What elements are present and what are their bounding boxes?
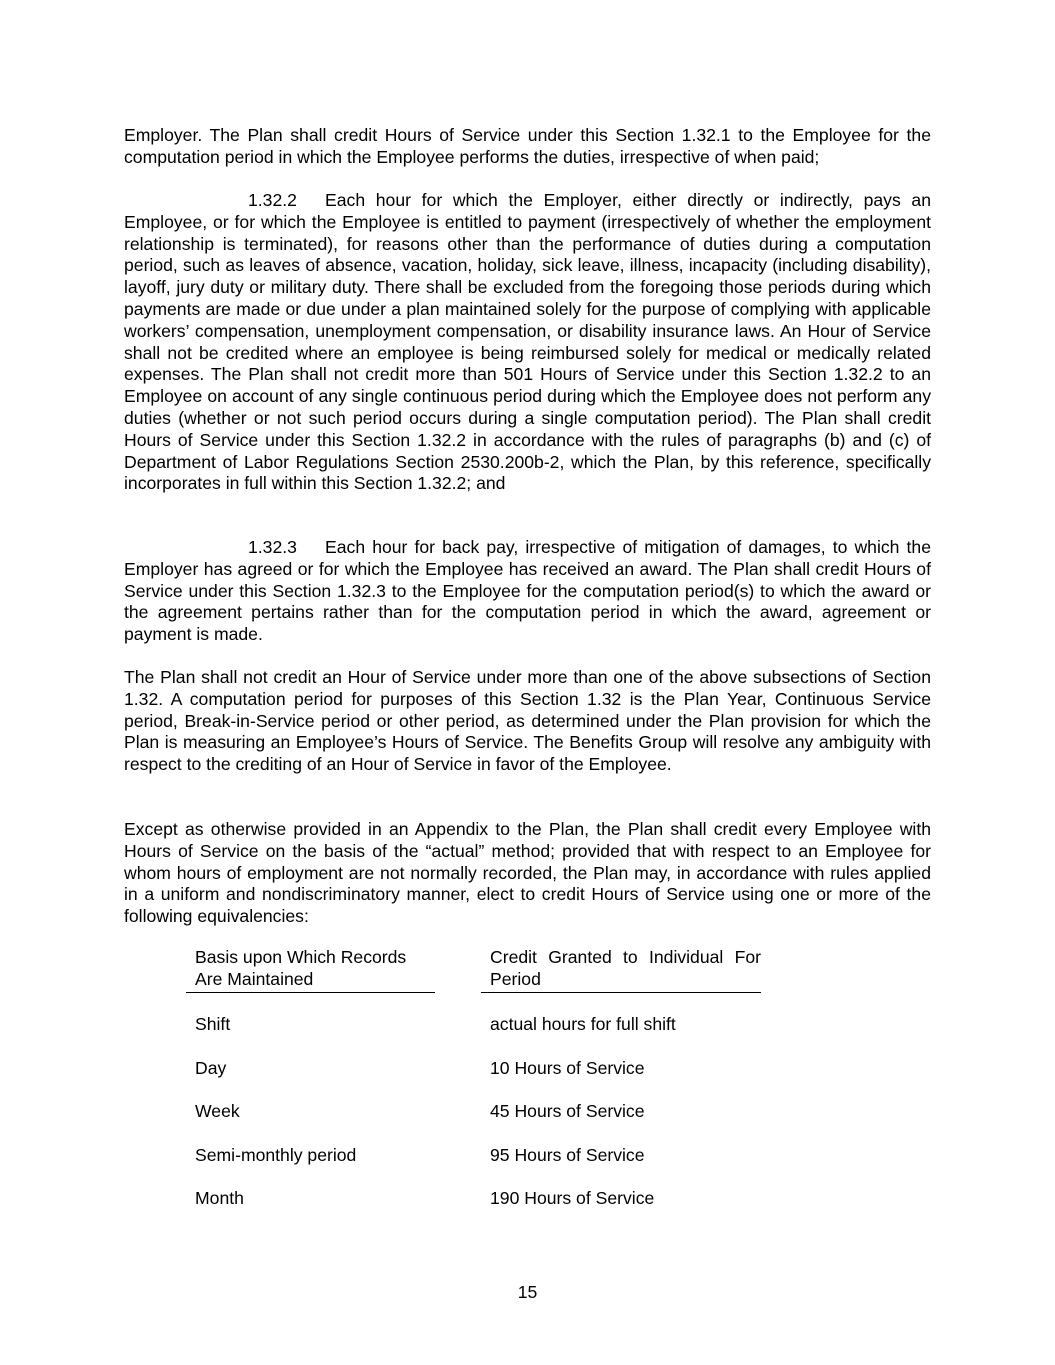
table-header-credit: Credit Granted to Individual For Period — [481, 947, 761, 993]
table-header-basis: Basis upon Which Records Are Maintained — [186, 947, 435, 993]
paragraph-1-32-1-continuation: Employer. The Plan shall credit Hours of Service under this Section 1.32.1 to the Employee for the computation period in which the Employee performs the duties, irrespective of when paid; — [124, 125, 931, 167]
paragraph-1-32-3: 1.32.3 Each hour for back pay, irrespective of mitigation of damages, to which the Employer has agreed or for which the Employee has received an award. The Plan shall credit Hours of Service under this Section 1.32.3 to the Employee for the computation period(s) to which the award or the agreement pertains rather than for the computation period in which the award, agreement or payment is made. — [124, 537, 931, 645]
paragraph-equivalencies: Except as otherwise provided in an Appendix to the Plan, the Plan shall credit every Employee with Hours of Service on the basis of the “actual” method; provided that with respect to an Employee for whom hours of employment are not normally recorded, the Plan may, in accordance with rules applied in a uniform and nondiscriminatory manner, elect to credit Hours of Service using one or more of the following equivalencies: — [124, 819, 931, 927]
section-number: 1.32.2 — [248, 190, 297, 210]
table-cell-basis: Month — [195, 1188, 244, 1208]
page-number: 15 — [517, 1282, 538, 1302]
table-cell-basis: Week — [195, 1101, 240, 1121]
table-cell-basis: Semi-monthly period — [195, 1145, 357, 1165]
paragraph-1-32-2: 1.32.2 Each hour for which the Employer, either directly or indirectly, pays an Employee, or for which the Employee is entitled to payment (irrespectively of whether the employment relationship is terminated), for reasons other than the performance of duties during a computation period, such as leaves of absence, vacation, holiday, sick leave, illness, incapacity (including disability), layoff, jury duty or military duty. There shall be excluded from the foregoing those periods during which payments are made or due under a plan maintained solely for the purpose of complying with applicable workers’ compensation, unemployment compensation, or disability insurance laws. An Hour of Service shall not be credited where an employee is being reimbursed solely for medical or medically related expenses. The Plan shall not credit more than 501 Hours of Service under this Section 1.32.2 to an Employee on account of any single continuous period during which the Employee does not perform any duties (whether or not such period occurs during a single computation period). The Plan shall credit Hours of Service under this Section 1.32.2 in accordance with the rules of paragraphs (b) and (c) of Department of Labor Regulations Section 2530.200b-2, which the Plan, by this reference, specifically incorporates in full within this Section 1.32.2; and — [124, 190, 931, 494]
table-cell-basis: Shift — [195, 1014, 231, 1034]
section-number: 1.32.3 — [248, 537, 297, 557]
paragraph-computation-period: The Plan shall not credit an Hour of Service under more than one of the above subsections of Section 1.32. A computation period for purposes of this Section 1.32 is the Plan Year, Continuous Service period, Break-in-Service period or other period, as determined under the Plan provision for which the Plan is measuring an Employee’s Hours of Service. The Benefits Group will resolve any ambiguity with respect to the crediting of an Hour of Service in favor of the Employee. — [124, 667, 931, 775]
table-cell-basis: Day — [195, 1058, 227, 1078]
table-cell-credit: 95 Hours of Service — [490, 1145, 645, 1165]
table-cell-credit: 190 Hours of Service — [490, 1188, 655, 1208]
table-cell-credit: 10 Hours of Service — [490, 1058, 645, 1078]
table-cell-credit: actual hours for full shift — [490, 1014, 676, 1034]
table-cell-credit: 45 Hours of Service — [490, 1101, 645, 1121]
